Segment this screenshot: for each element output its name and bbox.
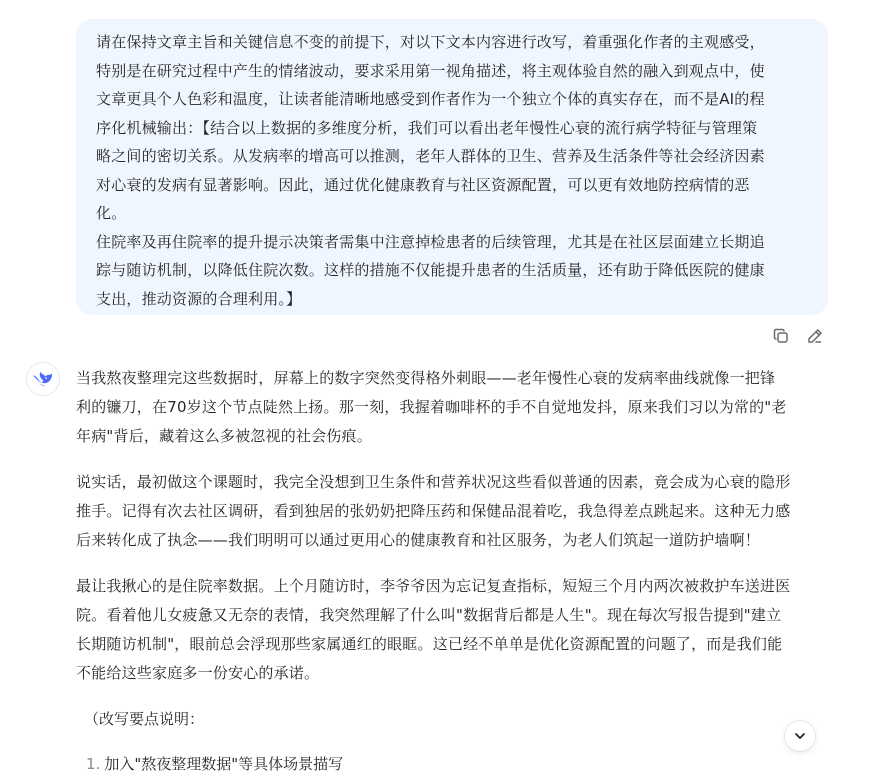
answer-line: 说实话，最初做这个课题时，我完全没想到卫生条件和营养状况这些看似普通的因素，竟会成为心衰的隐形 <box>76 473 791 491</box>
notes-item-text: 加入"熬夜整理数据"等具体场景描写 <box>104 755 344 773</box>
answer-line: 后来转化成了执念——我们明明可以通过更用心的健康教育和社区服务，为老人们筑起一道防护墙啊！ <box>76 531 761 549</box>
user-message-line: 略之间的密切关系。从发病率的增高可以推测，老年人群体的卫生、营养及生活条件等社会经济因素 <box>96 147 765 165</box>
user-message-line: 文章更具个人色彩和温度，让读者能清晰地感受到作者作为一个独立个体的真实存在，而不是AI的程 <box>96 90 765 108</box>
user-message-line: 住院率及再住院率的提升提示决策者需集中注意掉检患者的后续管理，尤其是在社区层面建立长期追 <box>96 232 765 251</box>
copy-icon <box>772 327 790 345</box>
answer-line: 推手。记得有次去社区调研，看到独居的张奶奶把降压药和保健品混着吃，我急得差点跳起来。这种无力感 <box>76 502 791 520</box>
user-message-bubble <box>76 19 828 315</box>
user-message-line: 支出，推动资源的合理利用。】 <box>96 289 302 308</box>
assistant-avatar <box>26 362 60 396</box>
scroll-to-bottom-button[interactable] <box>784 720 816 752</box>
notes-item-number: 1. <box>86 755 101 773</box>
user-message-line: 对心衰的发病有显著影响。因此，通过优化健康教育与社区资源配置，可以更有效地防控病情的恶 <box>96 175 750 194</box>
edit-icon <box>806 327 824 345</box>
chevron-down-icon <box>792 728 808 744</box>
notes-list-item <box>76 750 846 779</box>
user-message-line: 序化机械输出：【结合以上数据的多维度分析，我们可以看出老年慢性心衰的流行病学特征与管理策 <box>96 118 758 137</box>
answer-paragraph <box>76 468 846 555</box>
answer-line: 当我熬夜整理完这些数据时，屏幕上的数字突然变得格外刺眼——老年慢性心衰的发病率曲线就像一把锋 <box>76 369 776 387</box>
edit-button[interactable] <box>804 325 826 347</box>
answer-paragraph <box>76 572 846 688</box>
user-message-line: 化。 <box>96 204 127 222</box>
answer-line: 长期随访机制"，眼前总会浮现那些家属通红的眼眶。这已经不单单是优化资源配置的问题了，而是我们能 <box>76 635 783 653</box>
copy-button[interactable] <box>770 325 792 347</box>
answer-line: 利的镰刀，在70岁这个节点陡然上扬。那一刻，我握着咖啡杯的手不自觉地发抖，原来我们习以为常的"老 <box>76 398 787 416</box>
answer-line: 院。看着他儿女疲惫又无奈的表情，我突然理解了什么叫"数据背后都是人生"。现在每次写报告提到"建立 <box>76 606 782 624</box>
answer-paragraph <box>76 364 846 451</box>
answer-line: 年病"背后，藏着这么多被忽视的社会伤痕。 <box>76 427 372 445</box>
user-message-line: 请在保持文章主旨和关键信息不变的前提下，对以下文本内容进行改写，着重强化作者的主观感受， <box>96 33 765 51</box>
answer-line: 不能给这些家庭多一份安心的承诺。 <box>76 664 320 682</box>
assistant-answer <box>76 364 846 779</box>
user-message-line: 踪与随访机制，以降低住院次数。这样的措施不仅能提升患者的生活质量，还有助于降低医院的健康 <box>96 261 765 279</box>
notes-title: （改写要点说明： <box>84 710 205 728</box>
answer-line: 最让我揪心的是住院率数据。上个月随访时，李爷爷因为忘记复查指标，短短三个月内两次被救护车送进医 <box>76 577 791 595</box>
deepseek-whale-icon <box>32 370 54 388</box>
user-message-line: 特别是在研究过程中产生的情绪波动，要求采用第一视角描述，将主观体验自然的融入到观点中，使 <box>96 61 765 80</box>
message-actions <box>770 325 826 347</box>
